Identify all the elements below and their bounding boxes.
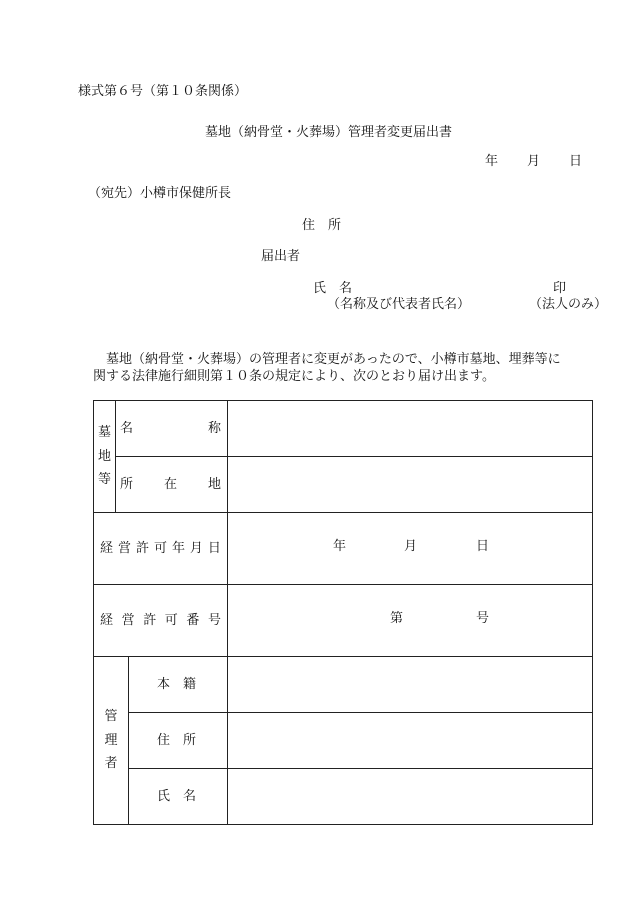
table-row-manager-address xyxy=(94,713,593,769)
facility-location-field[interactable] xyxy=(228,457,593,513)
notifier-label: 届出者 xyxy=(261,249,301,264)
table-row-manager-domicile xyxy=(94,657,593,713)
date-month-label: 月 xyxy=(527,154,541,169)
permit-number-label: 経 営 許 可 番 号 xyxy=(94,585,228,657)
permit-date-field[interactable]: 年 月 日 xyxy=(228,513,593,585)
date-day-label: 日 xyxy=(569,154,583,169)
seal-note: （法人のみ） xyxy=(529,297,608,312)
manager-group-label: 管 理 者 xyxy=(94,657,129,825)
form-table xyxy=(93,400,593,825)
body-text-line1: 墓地（納骨堂・火葬場）の管理者に変更があったので、小樽市墓地、埋葬等に xyxy=(106,352,561,367)
facility-group-label: 墓 地 等 xyxy=(94,401,116,513)
applicant-name-note: （名称及び代表者氏名） xyxy=(327,297,471,312)
permit-date-label: 経 営 許 可 年 月 日 xyxy=(94,513,228,585)
facility-location-label: 所 在 地 xyxy=(116,457,228,513)
facility-name-field[interactable] xyxy=(228,401,593,457)
manager-domicile-field[interactable] xyxy=(228,657,593,713)
date-year-label: 年 xyxy=(485,154,499,169)
applicant-address-label: 住 所 xyxy=(302,218,342,233)
form-number: 様式第６号（第１０条関係） xyxy=(78,84,248,99)
manager-name-label: 氏 名 xyxy=(129,769,228,825)
manager-address-field[interactable] xyxy=(228,713,593,769)
table-row-facility-name xyxy=(94,401,593,457)
manager-name-field[interactable] xyxy=(228,769,593,825)
facility-name-label: 名 称 xyxy=(116,401,228,457)
table-row-permit-date xyxy=(94,513,593,585)
addressee: （宛先）小樽市保健所長 xyxy=(88,186,232,201)
table-row-permit-number xyxy=(94,585,593,657)
applicant-name-label: 氏 名 xyxy=(313,281,353,296)
permit-number-field[interactable]: 第 号 xyxy=(228,585,593,657)
table-row-manager-name xyxy=(94,769,593,825)
body-text-line2: 関する法律施行細則第１０条の規定により、次のとおり届け出ます。 xyxy=(93,369,495,384)
manager-domicile-label: 本 籍 xyxy=(129,657,228,713)
seal-label: 印 xyxy=(553,281,567,296)
manager-address-label: 住 所 xyxy=(129,713,228,769)
form-title: 墓地（納骨堂・火葬場）管理者変更届出書 xyxy=(205,125,453,140)
table-row-facility-location xyxy=(94,457,593,513)
